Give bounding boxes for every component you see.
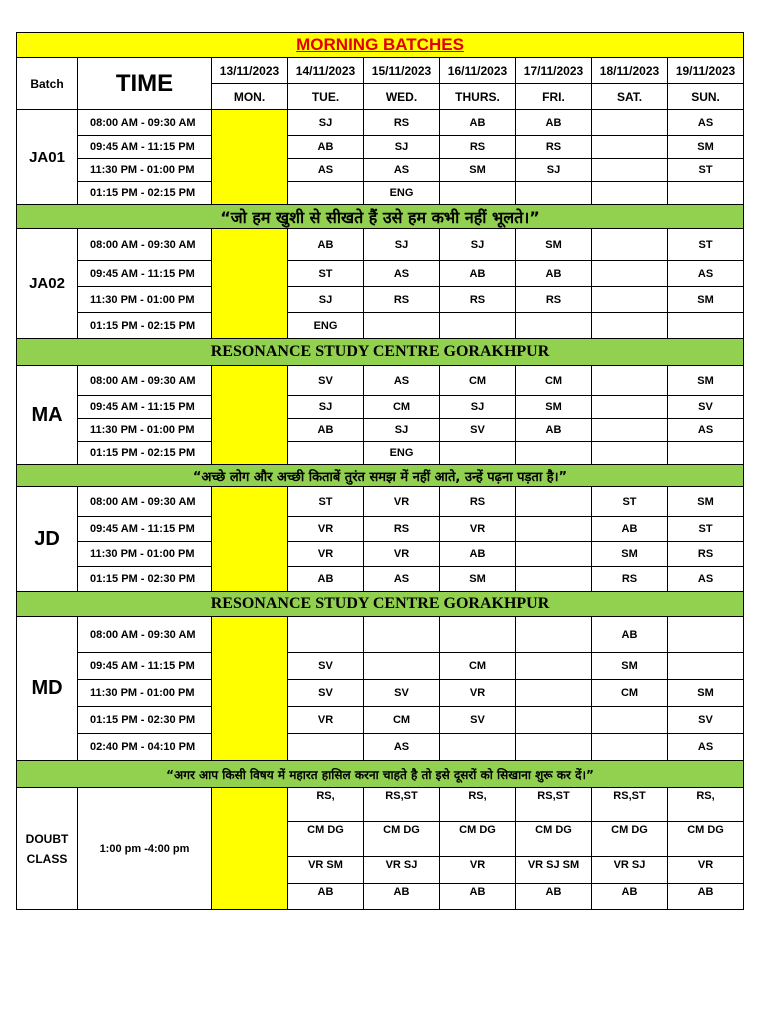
class-cell: SJ	[288, 110, 364, 136]
class-cell: SJ	[288, 287, 364, 313]
class-cell: SM	[592, 542, 668, 567]
class-cell: CM	[440, 653, 516, 680]
quote-row: “जो हम खुशी से सीखते हैं उसे हम कभी नहीं भूलते।”	[17, 205, 744, 229]
monday-holiday-cell	[212, 788, 288, 910]
class-cell	[592, 734, 668, 761]
time-header: TIME	[78, 58, 212, 110]
time-slot: 11:30 PM - 01:00 PM	[78, 287, 212, 313]
class-cell	[592, 442, 668, 465]
class-cell: SM	[668, 287, 744, 313]
class-cell: SM	[516, 229, 592, 261]
doubt-cell: VR	[440, 857, 516, 884]
doubt-cell: AB	[668, 884, 744, 910]
class-cell: SM	[668, 680, 744, 707]
class-cell	[668, 182, 744, 205]
class-cell	[364, 617, 440, 653]
class-cell	[592, 136, 668, 159]
class-cell: RS	[364, 287, 440, 313]
date-header: 13/11/2023	[212, 58, 288, 84]
class-cell	[592, 313, 668, 339]
class-cell	[516, 567, 592, 592]
class-cell: AB	[440, 110, 516, 136]
class-cell: ENG	[364, 442, 440, 465]
doubt-cell: AB	[364, 884, 440, 910]
class-cell	[516, 680, 592, 707]
doubt-label-line1: DOUBT	[25, 831, 69, 846]
class-cell: ENG	[364, 182, 440, 205]
class-cell: SV	[668, 396, 744, 419]
class-cell: RS	[364, 110, 440, 136]
doubt-cell: RS,	[668, 788, 744, 822]
doubt-cell: RS,	[288, 788, 364, 822]
class-cell	[516, 313, 592, 339]
class-cell: CM	[440, 366, 516, 396]
class-cell: RS	[364, 517, 440, 542]
class-cell	[592, 287, 668, 313]
doubt-cell: CM DG	[364, 822, 440, 857]
class-cell: ST	[668, 159, 744, 182]
day-header: WED.	[364, 84, 440, 110]
doubt-class-time: 1:00 pm -4:00 pm	[78, 788, 212, 910]
class-cell: AS	[364, 734, 440, 761]
class-cell	[516, 442, 592, 465]
class-cell: SM	[668, 487, 744, 517]
class-cell: AB	[592, 517, 668, 542]
date-header: 18/11/2023	[592, 58, 668, 84]
class-cell: AB	[288, 419, 364, 442]
class-cell: VR	[440, 680, 516, 707]
monday-holiday-cell	[212, 366, 288, 465]
time-slot: 11:30 PM - 01:00 PM	[78, 419, 212, 442]
class-cell	[288, 442, 364, 465]
class-cell	[516, 653, 592, 680]
centre-row: RESONANCE STUDY CENTRE GORAKHPUR	[17, 592, 744, 617]
class-cell: AS	[288, 159, 364, 182]
doubt-cell: AB	[592, 884, 668, 910]
class-cell: ST	[668, 517, 744, 542]
date-header: 17/11/2023	[516, 58, 592, 84]
class-cell	[592, 419, 668, 442]
class-cell: RS	[440, 487, 516, 517]
class-cell	[288, 734, 364, 761]
class-cell	[668, 653, 744, 680]
batch-name: JD	[17, 487, 78, 592]
class-cell: SV	[668, 707, 744, 734]
class-cell: ST	[668, 229, 744, 261]
class-cell	[364, 313, 440, 339]
class-cell	[364, 653, 440, 680]
class-cell: AB	[288, 136, 364, 159]
class-cell: SM	[668, 136, 744, 159]
class-cell	[592, 182, 668, 205]
class-cell: ENG	[288, 313, 364, 339]
monday-holiday-cell	[212, 617, 288, 761]
centre-row: RESONANCE STUDY CENTRE GORAKHPUR	[17, 339, 744, 366]
class-cell	[516, 734, 592, 761]
doubt-cell: CM DG	[516, 822, 592, 857]
date-header: 19/11/2023	[668, 58, 744, 84]
batch-header: Batch	[17, 58, 78, 110]
class-cell	[592, 707, 668, 734]
class-cell	[440, 617, 516, 653]
class-cell: SJ	[364, 229, 440, 261]
class-cell: SV	[288, 366, 364, 396]
class-cell: AS	[668, 734, 744, 761]
class-cell: AB	[440, 261, 516, 287]
class-cell: AS	[668, 110, 744, 136]
class-cell	[288, 182, 364, 205]
doubt-cell: AB	[440, 884, 516, 910]
class-cell: CM	[592, 680, 668, 707]
class-cell: AB	[288, 229, 364, 261]
class-cell: AS	[668, 567, 744, 592]
class-cell: VR	[288, 707, 364, 734]
class-cell: SM	[440, 567, 516, 592]
class-cell: VR	[440, 517, 516, 542]
class-cell: RS	[592, 567, 668, 592]
batch-name: JA02	[17, 229, 78, 339]
class-cell: AS	[364, 159, 440, 182]
class-cell: SM	[516, 396, 592, 419]
time-slot: 11:30 PM - 01:00 PM	[78, 680, 212, 707]
time-slot: 01:15 PM - 02:15 PM	[78, 313, 212, 339]
class-cell: SJ	[440, 229, 516, 261]
doubt-cell: CM DG	[288, 822, 364, 857]
class-cell: SJ	[364, 136, 440, 159]
class-cell: AB	[516, 110, 592, 136]
time-slot: 08:00 AM - 09:30 AM	[78, 617, 212, 653]
class-cell: AB	[592, 617, 668, 653]
class-cell	[440, 734, 516, 761]
batch-name: JA01	[17, 110, 78, 205]
class-cell	[516, 517, 592, 542]
class-cell: CM	[364, 396, 440, 419]
class-cell: VR	[288, 542, 364, 567]
class-cell: SM	[668, 366, 744, 396]
class-cell: ST	[288, 487, 364, 517]
class-cell	[440, 313, 516, 339]
date-header: 14/11/2023	[288, 58, 364, 84]
class-cell	[288, 617, 364, 653]
class-cell	[592, 396, 668, 419]
class-cell	[592, 366, 668, 396]
date-header: 16/11/2023	[440, 58, 516, 84]
class-cell	[668, 313, 744, 339]
doubt-cell: CM DG	[440, 822, 516, 857]
day-header: THURS.	[440, 84, 516, 110]
batch-name: MA	[17, 366, 78, 465]
class-cell	[440, 182, 516, 205]
class-cell: SV	[440, 707, 516, 734]
class-cell	[592, 229, 668, 261]
time-slot: 09:45 AM - 11:15 PM	[78, 396, 212, 419]
class-cell: RS	[516, 287, 592, 313]
class-cell: RS	[440, 287, 516, 313]
class-cell: AS	[364, 567, 440, 592]
class-cell: RS	[668, 542, 744, 567]
doubt-cell: VR SM	[288, 857, 364, 884]
doubt-cell: VR SJ	[592, 857, 668, 884]
doubt-cell: VR	[668, 857, 744, 884]
class-cell	[668, 617, 744, 653]
class-cell	[668, 442, 744, 465]
class-cell	[516, 487, 592, 517]
class-cell	[516, 182, 592, 205]
doubt-cell: CM DG	[668, 822, 744, 857]
day-header: TUE.	[288, 84, 364, 110]
doubt-cell: VR SJ SM	[516, 857, 592, 884]
day-header: FRI.	[516, 84, 592, 110]
doubt-cell: AB	[516, 884, 592, 910]
doubt-class-label	[17, 788, 78, 910]
doubt-cell: AB	[288, 884, 364, 910]
time-slot: 01:15 PM - 02:15 PM	[78, 442, 212, 465]
monday-holiday-cell	[212, 487, 288, 592]
schedule-table	[16, 32, 744, 910]
quote-row: “अगर आप किसी विषय में महारत हासिल करना चाहते है तो इसे दूसरों को सिखाना शुरू कर दें।”	[17, 761, 744, 788]
class-cell	[592, 159, 668, 182]
class-cell	[516, 707, 592, 734]
class-cell: SV	[288, 653, 364, 680]
time-slot: 09:45 AM - 11:15 PM	[78, 261, 212, 287]
class-cell: AS	[364, 366, 440, 396]
class-cell: VR	[364, 487, 440, 517]
class-cell	[440, 442, 516, 465]
doubt-cell: VR SJ	[364, 857, 440, 884]
class-cell: SV	[364, 680, 440, 707]
day-header: SAT.	[592, 84, 668, 110]
class-cell: SM	[440, 159, 516, 182]
class-cell: VR	[288, 517, 364, 542]
monday-holiday-cell	[212, 110, 288, 205]
class-cell: ST	[592, 487, 668, 517]
class-cell: SV	[288, 680, 364, 707]
class-cell	[516, 542, 592, 567]
class-cell: SJ	[288, 396, 364, 419]
time-slot: 01:15 PM - 02:30 PM	[78, 567, 212, 592]
class-cell: SJ	[516, 159, 592, 182]
class-cell: CM	[516, 366, 592, 396]
page-title: MORNING BATCHES	[17, 33, 744, 58]
time-slot: 09:45 AM - 11:15 PM	[78, 517, 212, 542]
class-cell: SJ	[440, 396, 516, 419]
class-cell: AB	[516, 261, 592, 287]
time-slot: 09:45 AM - 11:15 PM	[78, 136, 212, 159]
class-cell: SM	[592, 653, 668, 680]
class-cell: AB	[440, 542, 516, 567]
time-slot: 01:15 PM - 02:15 PM	[78, 182, 212, 205]
time-slot: 08:00 AM - 09:30 AM	[78, 110, 212, 136]
class-cell: AB	[288, 567, 364, 592]
date-header: 15/11/2023	[364, 58, 440, 84]
doubt-cell: RS,	[440, 788, 516, 822]
class-cell: RS	[516, 136, 592, 159]
class-cell: AS	[668, 261, 744, 287]
time-slot: 08:00 AM - 09:30 AM	[78, 487, 212, 517]
doubt-cell: RS,ST	[592, 788, 668, 822]
class-cell: RS	[440, 136, 516, 159]
class-cell: AS	[364, 261, 440, 287]
class-cell: SV	[440, 419, 516, 442]
day-header: MON.	[212, 84, 288, 110]
time-slot: 11:30 PM - 01:00 PM	[78, 542, 212, 567]
time-slot: 09:45 AM - 11:15 PM	[78, 653, 212, 680]
class-cell: AS	[668, 419, 744, 442]
class-cell	[516, 617, 592, 653]
class-cell	[592, 261, 668, 287]
quote-row: “अच्छे लोग और अच्छी किताबें तुरंत समझ में नहीं आते, उन्हें पढ़ना पड़ता है।”	[17, 465, 744, 487]
class-cell: VR	[364, 542, 440, 567]
time-slot: 08:00 AM - 09:30 AM	[78, 229, 212, 261]
doubt-cell: CM DG	[592, 822, 668, 857]
doubt-cell: RS,ST	[516, 788, 592, 822]
time-slot: 11:30 PM - 01:00 PM	[78, 159, 212, 182]
class-cell: CM	[364, 707, 440, 734]
class-cell: AB	[516, 419, 592, 442]
doubt-label-line2: CLASS	[26, 851, 68, 866]
class-cell	[592, 110, 668, 136]
class-cell: SJ	[364, 419, 440, 442]
time-slot: 01:15 PM - 02:30 PM	[78, 707, 212, 734]
day-header: SUN.	[668, 84, 744, 110]
class-cell: ST	[288, 261, 364, 287]
monday-holiday-cell	[212, 229, 288, 339]
batch-name: MD	[17, 617, 78, 761]
time-slot: 08:00 AM - 09:30 AM	[78, 366, 212, 396]
time-slot: 02:40 PM - 04:10 PM	[78, 734, 212, 761]
doubt-cell: RS,ST	[364, 788, 440, 822]
